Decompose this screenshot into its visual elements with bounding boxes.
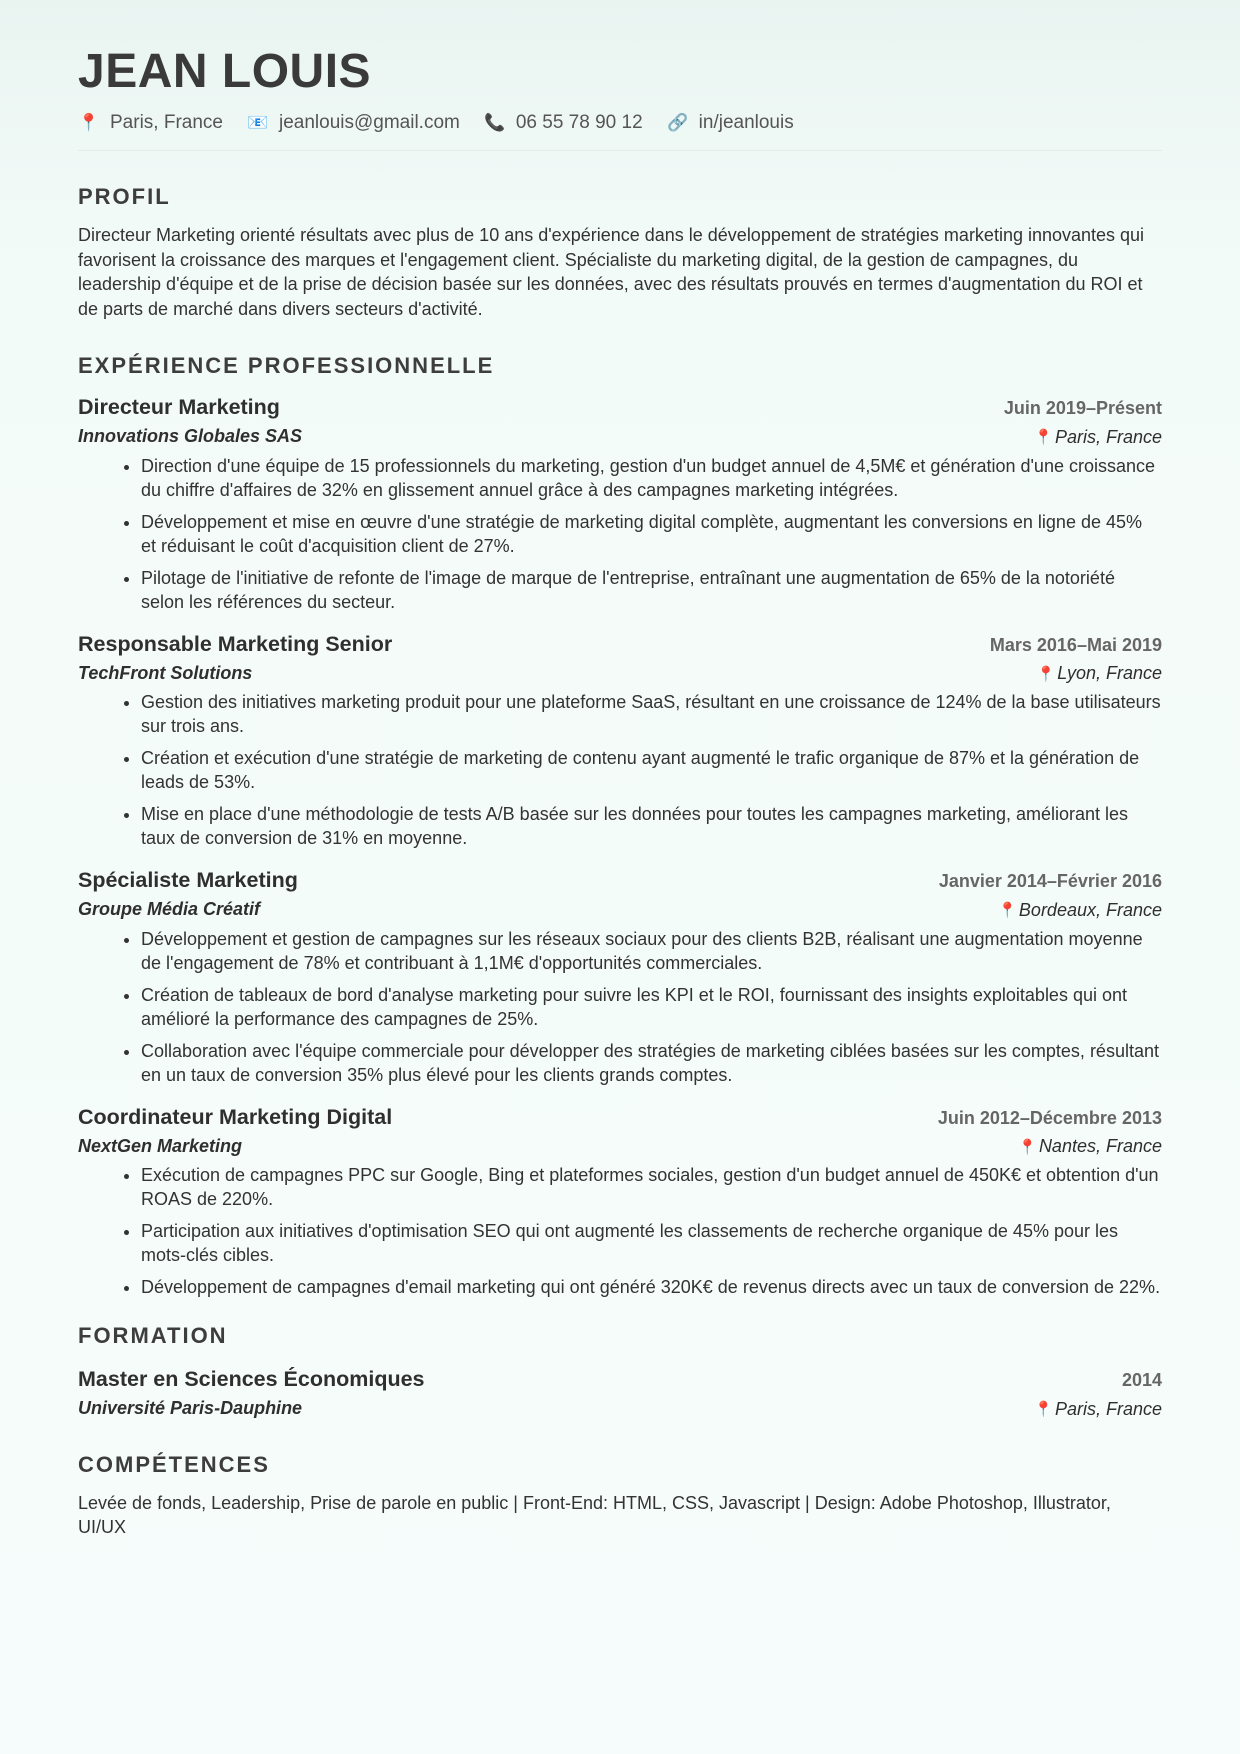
job-entry [78,395,1162,614]
job-role: Directeur Marketing [78,395,280,419]
contact-email[interactable] [247,112,460,134]
experience-list [78,395,1162,1299]
job-location-text: Bordeaux, France [1018,899,1162,920]
job-dates: Juin 2012–Décembre 2013 [937,1107,1162,1128]
education-degree: Master en Sciences Économiques [78,1367,425,1391]
job-company: Innovations Globales SAS [78,426,303,446]
contact-phone-text[interactable]: 06 55 78 90 12 [515,112,643,133]
link-icon: 🔗 [667,113,689,132]
job-bullet: • Exécution de campagnes PPC sur Google, Bing et plateformes sociales, gestion d'un budget annuel de 450K€ et obtention d'un ROAS de 220%. [141,1163,1162,1211]
job-dates: Juin 2019–Présent [1003,398,1162,418]
contact-phone[interactable] [484,112,643,134]
job-dates: Janvier 2014–Février 2016 [938,871,1162,891]
location-pin-icon: 📍 [1036,665,1056,683]
job-entry [78,868,1162,1087]
education-location-text: Paris, France [1054,1398,1162,1419]
job-location-text: Lyon, France [1057,663,1162,683]
contact-linkedin-text[interactable]: in/jeanlouis [698,112,794,133]
location-pin-icon: 📍 [1034,429,1053,446]
job-bullets [78,690,1162,850]
phone-icon: 📞 [484,113,506,132]
location-pin-icon: 📍 [78,113,100,132]
job-entry [78,1105,1162,1300]
job-company: TechFront Solutions [78,662,253,683]
job-company: NextGen Marketing [78,1135,243,1156]
skills-section-title: COMPÉTENCES [78,1451,270,1477]
contact-email-text[interactable]: jeanlouis@gmail.com [278,112,460,133]
contact-location-text: Paris, France [110,112,223,133]
job-bullet: • Développement et gestion de campagnes sur les réseaux sociaux pour des clients B2B, réalisant une augmentation moyenne de l'engagement de 78% et contribuant à 1,1M€ d'opportunités commerciales. [141,927,1162,975]
candidate-name: JEAN LOUIS [78,45,372,98]
education-year: 2014 [1121,1370,1162,1390]
job-bullet: • Pilotage de l'initiative de refonte de l'image de marque de l'entreprise, entraînant une augmentation de 65% de la notoriété selon les références du secteur. [141,566,1162,614]
profile-summary: Directeur Marketing orienté résultats avec plus de 10 ans d'expérience dans le développement de stratégies marketing innovantes qui favorisent la croissance des marques et l'engagement client. Spécialiste du marketing digital, de la gestion de campagnes, du leadership d'équipe et de la prise de décision basée sur les données, avec des résultats prouvés en termes d'augmentation du ROI et de parts de marché dans divers secteurs d'activité. [78,225,1145,319]
contact-bar [78,112,1162,151]
job-bullet: • Mise en place d'une méthodologie de tests A/B basée sur les données pour toutes les campagnes marketing, améliorant les taux de conversion de 31% en moyenne. [141,802,1162,850]
education-school: Université Paris-Dauphine [78,1398,303,1418]
location-pin-icon: 📍 [1034,1401,1053,1418]
education-entry [78,1367,1162,1420]
education-section-title: FORMATION [78,1323,228,1348]
job-location [1037,663,1162,684]
job-bullet: • Direction d'une équipe de 15 professionnels du marketing, gestion d'un budget annuel de 4,5M€ et génération d'une croissance du chiffre d'affaires de 32% en glissement annuel grâce à des campagnes marketing intégrées. [141,454,1162,502]
location-pin-icon: 📍 [998,902,1017,919]
location-pin-icon: 📍 [1018,1138,1037,1156]
job-company: Groupe Média Créatif [78,899,261,919]
job-dates: Mars 2016–Mai 2019 [989,634,1162,655]
job-bullet: • Participation aux initiatives d'optimisation SEO qui ont augmenté les classements de recherche organique de 45% pour les mots-clés cibles. [141,1219,1162,1267]
job-location [1034,427,1162,448]
job-bullets [78,454,1162,614]
job-bullet: • Développement de campagnes d'email marketing qui ont généré 320K€ de revenus directs avec un taux de conversion de 22%. [141,1275,1162,1299]
skills-text: Levée de fonds, Leadership, Prise de parole en public | Front-End: HTML, CSS, Javascript | Design: Adobe Photoshop, Illustrator, UI/UX [78,1492,1111,1537]
job-role: Spécialiste Marketing [78,868,298,892]
job-location-text: Nantes, France [1038,1136,1162,1156]
email-icon: 📧 [247,113,269,132]
job-bullet: • Création de tableaux de bord d'analyse marketing pour suivre les KPI et le ROI, fournissant des insights exploitables qui ont amélioré la performance des campagnes de 25%. [141,983,1162,1031]
job-bullet: • Développement et mise en œuvre d'une stratégie de marketing digital complète, augmentant les conversions en ligne de 45% et réduisant le coût d'acquisition client de 27%. [141,510,1162,558]
job-bullet: • Création et exécution d'une stratégie de marketing de contenu ayant augmenté le trafic organique de 87% et la génération de leads de 53%. [141,746,1162,794]
job-role: Coordinateur Marketing Digital [78,1104,393,1129]
job-location [998,900,1162,921]
job-location-text: Paris, France [1054,426,1162,447]
job-bullet: • Gestion des initiatives marketing produit pour une plateforme SaaS, résultant en une croissance de 124% de la base utilisateurs sur trois ans. [141,690,1162,738]
experience-section-title: EXPÉRIENCE PROFESSIONNELLE [78,353,495,378]
job-role: Responsable Marketing Senior [78,631,393,656]
job-bullets [78,927,1162,1087]
job-location [1018,1136,1162,1157]
job-bullets [78,1163,1162,1299]
education-location [1034,1399,1162,1420]
job-bullet: • Collaboration avec l'équipe commerciale pour développer des stratégies de marketing ciblées basées sur les comptes, résultant en un taux de conversion 35% plus élevé pour les clients grands comptes. [141,1039,1162,1087]
contact-linkedin[interactable] [667,112,794,134]
contact-location [78,112,223,134]
job-entry [78,632,1162,851]
profile-section-title: PROFIL [78,184,171,209]
